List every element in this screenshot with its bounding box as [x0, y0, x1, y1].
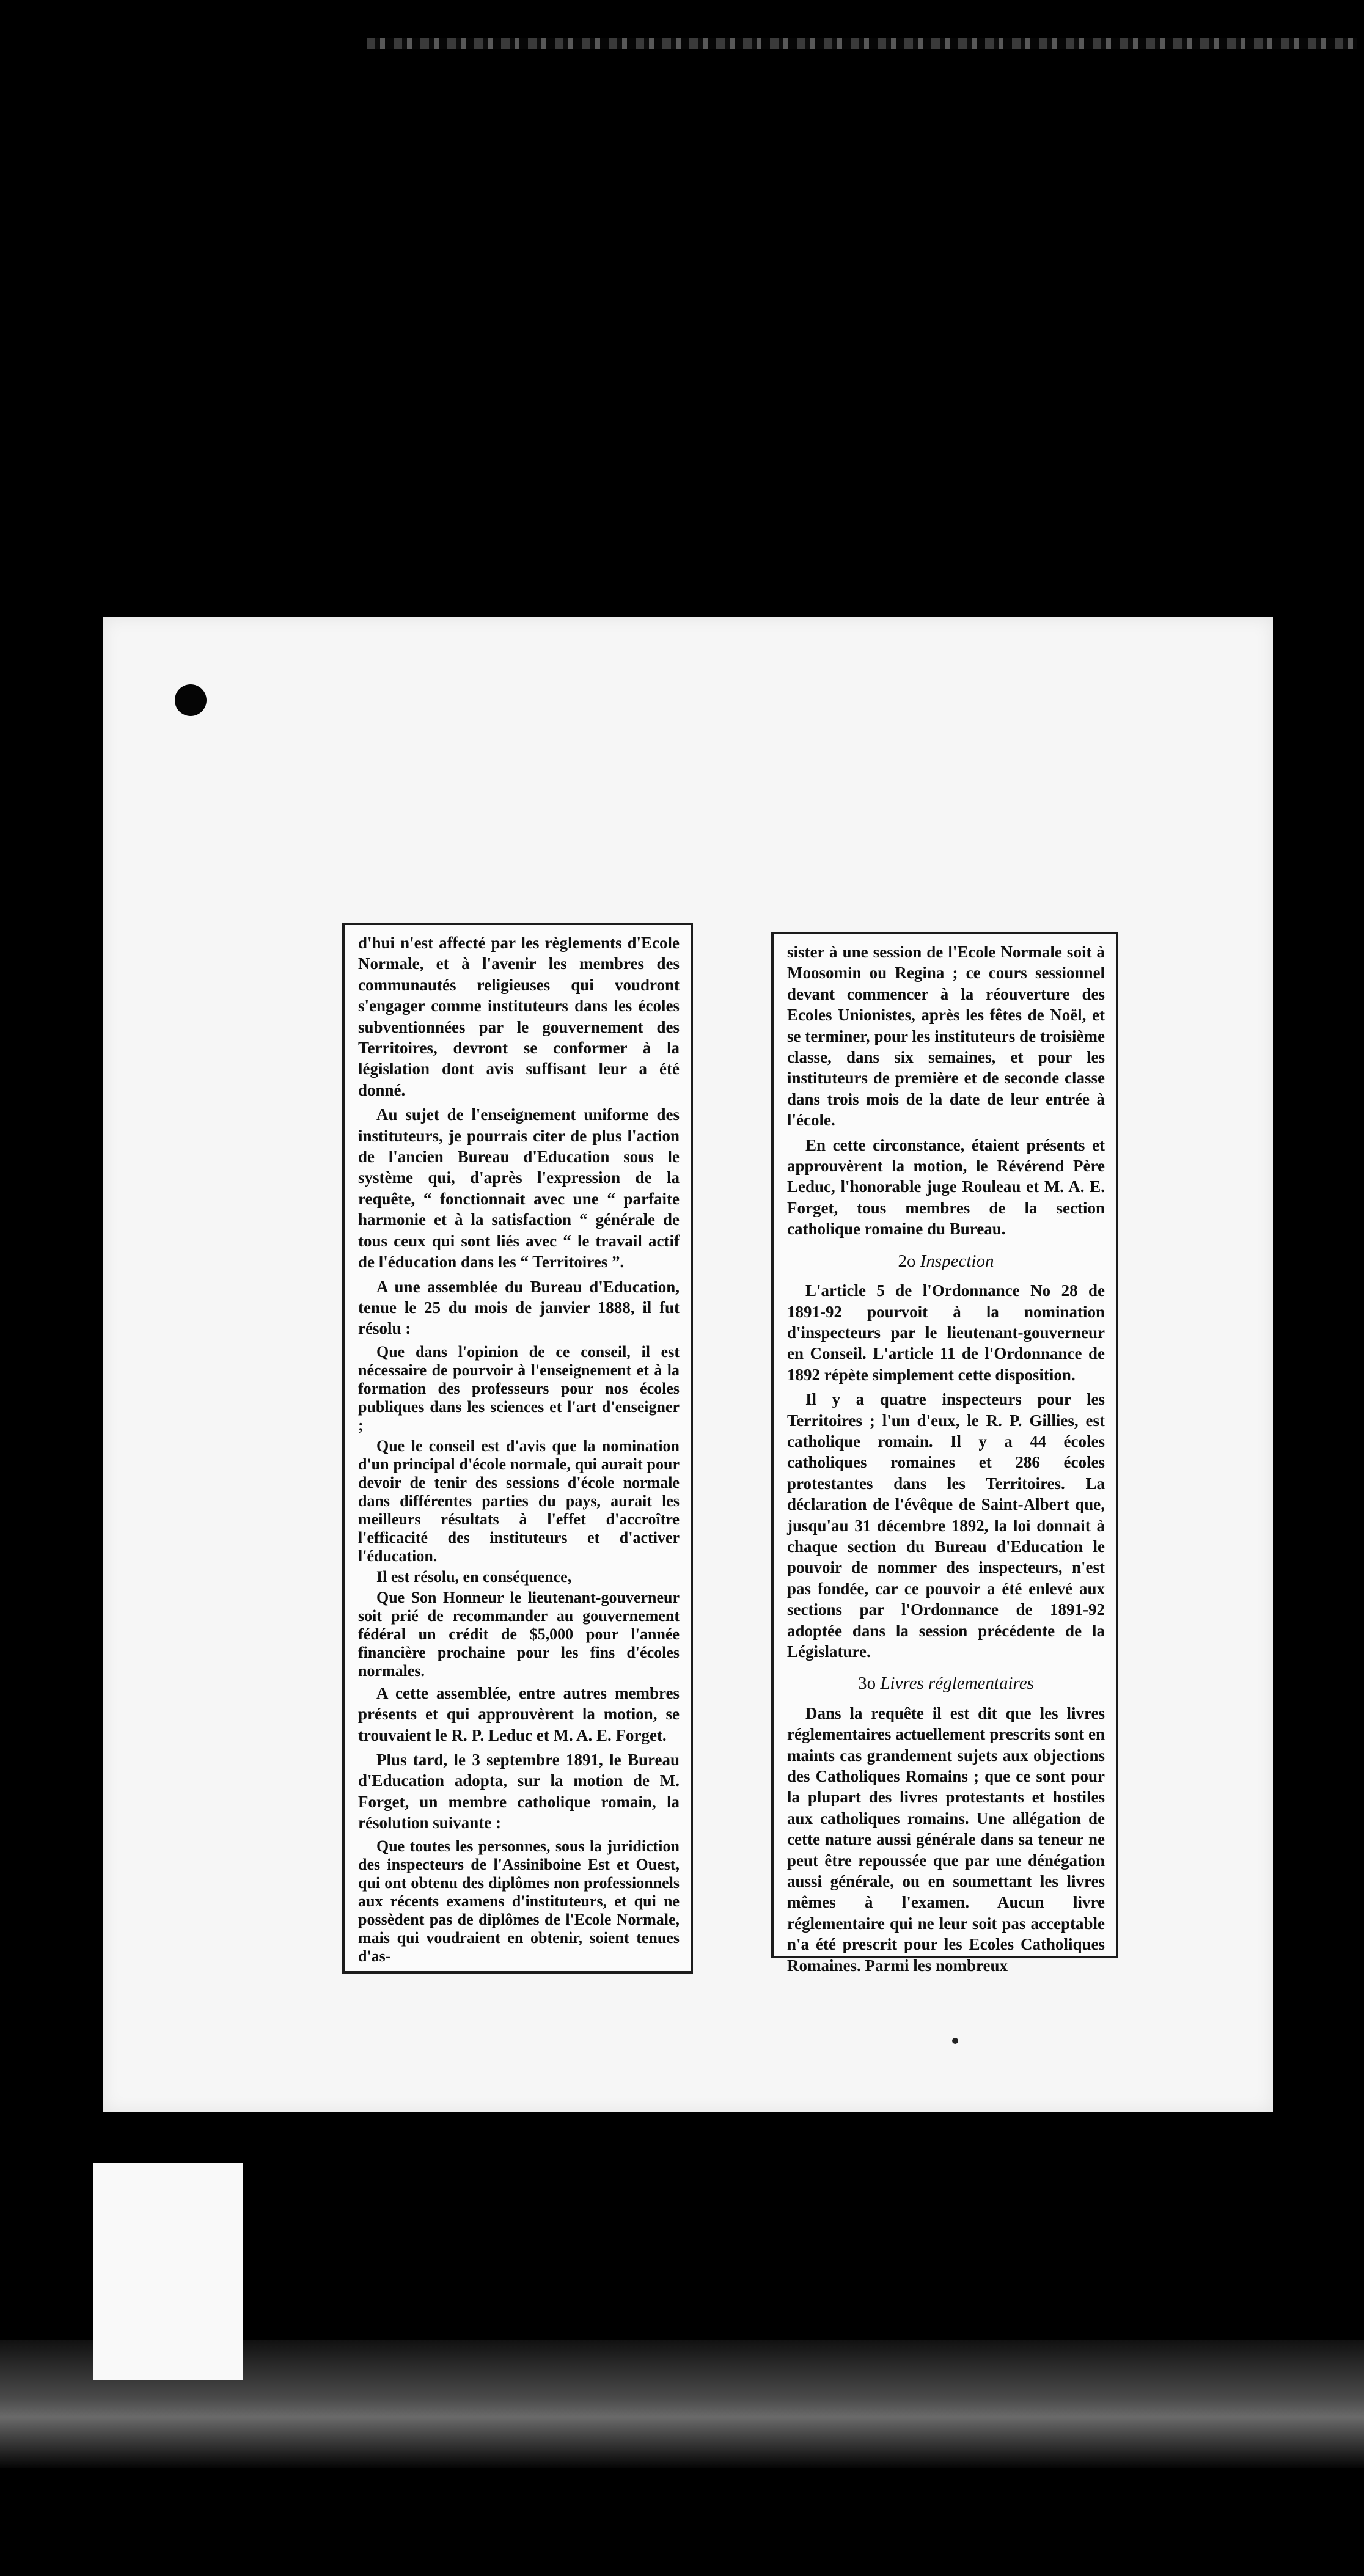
blank-label-card	[93, 2163, 243, 2380]
newspaper-clipping-left	[342, 923, 693, 1974]
clipping-paragraph: Plus tard, le 3 septembre 1891, le Bureau d'Education adopta, sur la motion de M. Forget, un membre catholique romain, la résolution suivante :	[358, 1750, 680, 1832]
resolution-paragraph: Que Son Honneur le lieutenant-gouverneur soit prié de recommander au gouvernement fédéral un crédit de $5,000 pour l'année financière prochaine pour les fins d'écoles normales.	[358, 1588, 680, 1680]
clipping-paragraph: Dans la requête il est dit que les livres réglementaires actuellement prescrits sont en maints cas grandement sujets aux objections des Catholiques Romains ; que ce sont pour la plupart des livres protestants et hostiles aux catholiques romains. Une allégation de cette nature aussi générale dans sa teneur ne peut être repoussée que par une dénégation aussi générale, ou en soumettant les livres mêmes à l'examen. Aucun livre réglementaire qui ne leur soit pas acceptable n'a été prescrit pour les Ecoles Catholiques Romaines. Parmi les nombreux	[787, 1703, 1105, 1975]
section-number: 3o	[858, 1674, 876, 1694]
section-title: Inspection	[920, 1251, 994, 1271]
section-title: Livres réglementaires	[880, 1674, 1034, 1694]
resolution-paragraph: Que toutes les personnes, sous la juridiction des inspecteurs de l'Assiniboine Est et Ouest, qui ont obtenu des diplômes non professionnels aux récents examens d'instituteurs, et qui ne possèdent pas de diplômes de l'Ecole Normale, mais qui voudraient en obtenir, soient tenues d'as-	[358, 1837, 680, 1965]
clipping-paragraph: En cette circonstance, étaient présents et approuvèrent la motion, le Révérend Père Leduc, l'honorable juge Rouleau et M. A. E. Forget, tous membres de la section catholique romaine du Bureau.	[787, 1135, 1105, 1239]
clipping-paragraph: L'article 5 de l'Ordonnance No 28 de 1891-92 pourvoit à la nomination d'inspecteurs par le lieutenant-gouverneur en Conseil. L'article 11 de l'Ordonnance de 1892 répète simplement cette disposition.	[787, 1281, 1105, 1384]
clipping-paragraph: A une assemblée du Bureau d'Education, tenue le 25 du mois de janvier 1888, il fut résolu :	[358, 1277, 680, 1338]
clipping-paragraph: Il y a quatre inspecteurs pour les Territoires ; l'un d'eux, le R. P. Gillies, est catholique romain. Il y a 44 écoles catholiques romaines et 286 écoles protestantes dans les Territoires. La déclaration de l'évêque de Saint-Albert que, jusqu'au 31 décembre 1892, la loi donnait à chaque section du Bureau d'Education le pouvoir de nommer des inspecteurs, n'est pas fondée, car ce pouvoir a été enlevé aux sections par l'Ordonnance de 1891-92 adoptée dans la session précédente de la Législature.	[787, 1390, 1105, 1661]
scrapbook-page	[103, 617, 1273, 2112]
clipping-paragraph: A cette assemblée, entre autres membres présents et qui approuvèrent la motion, se trouvaient le R. P. Leduc et M. A. E. Forget.	[358, 1683, 680, 1744]
resolution-paragraph: Que le conseil est d'avis que la nomination d'un principal d'école normale, qui aurait pour devoir de tenir des sessions d'école normale dans différentes parties du pays, aurait les meilleurs résultats à l'effet d'accroître l'efficacité des instituteurs et d'activer l'éducation.	[358, 1436, 680, 1565]
resolution-paragraph: Il est résolu, en conséquence,	[376, 1567, 572, 1586]
section-number: 2o	[898, 1251, 916, 1271]
resolution-paragraph: Que dans l'opinion de ce conseil, il est nécessaire de pourvoir à l'enseignement et à la formation des professeurs pour nos écoles publiques dans les sciences et l'art d'enseigner ;	[358, 1342, 680, 1434]
clipping-paragraph: sister à une session de l'Ecole Normale soit à Moosomin ou Regina ; ce cours sessionnel devant commencer à la réouverture des Ecoles Unionistes, après les fêtes de Noël, et se terminer, pour les instituteurs de troisième classe, dans six semaines, et pour les instituteurs de première et de seconde classe dans trois mois de la date de leur entrée à l'école.	[787, 943, 1105, 1130]
film-edge-strip	[367, 38, 1357, 49]
ink-speck	[952, 2038, 958, 2044]
section-heading-inspection	[787, 1251, 1105, 1272]
clipping-paragraph: d'hui n'est affecté par les règlements d'Ecole Normale, et à l'avenir les membres des communautés religieuses qui voudront s'engager comme instituteurs dans les écoles subventionnées par le gouvernement des Territoires, devront se conformer à la législation dont avis suffisant leur a été donné.	[358, 934, 680, 1099]
punch-hole	[175, 684, 207, 716]
section-heading-livres	[787, 1673, 1105, 1694]
newspaper-clipping-right	[771, 932, 1118, 1975]
clipping-paragraph: Au sujet de l'enseignement uniforme des instituteurs, je pourrais citer de plus l'action de l'ancien Bureau d'Education sous le système qui, d'après l'expression de la requête, “ fonctionnait avec une “ parfaite harmonie et à la satisfaction “ générale de tous ceux qui sont liés avec “ le travail actif de l'éducation dans les “ Territoires ”.	[358, 1105, 680, 1272]
